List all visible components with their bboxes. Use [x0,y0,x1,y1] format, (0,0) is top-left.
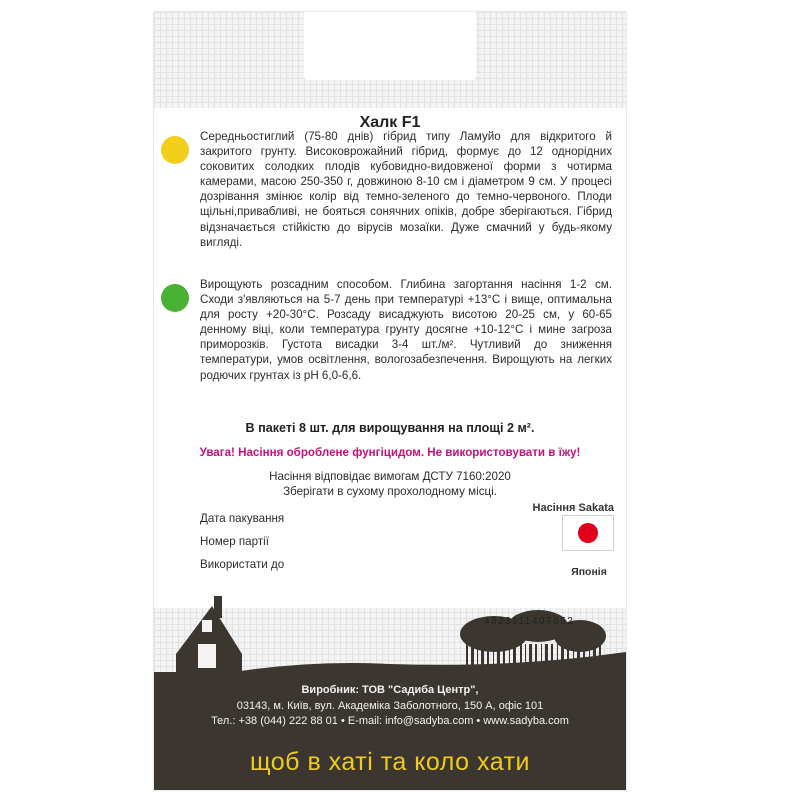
green-dot-icon [161,284,189,312]
barcode-number: 4823111407652 [484,616,575,627]
hang-hole [304,12,476,80]
product-title: Халк F1 [359,114,421,131]
yellow-dot-icon [161,136,189,164]
packet-info: В пакеті 8 шт. для вирощування на площі 2 м². [245,421,535,435]
pack-date-field: Дата пакування [200,512,285,525]
slogan: щоб в хаті та коло хати [249,748,530,776]
seed-packet [154,12,626,790]
producer-name: Виробник: ТОВ "Садиба Центр", [301,684,479,696]
standard-text: Насіння відповідає вимогам ДСТУ 7160:2020 [269,470,511,483]
producer-address: 03143, м. Київ, вул. Академіка Заболотного, 150 А, офіс 101 [236,700,544,712]
description-text: Середньостиглий (75-80 днів) гібрид типу Ламуйо для відкритого й закритого грунту. Високоврожайний гібрид, формує до 12 однорідних соковитих солодких плодів кубовидно-видовженої форми з чотирма камерами, масою 250-350 г, довжиною 8-10 см і діаметром 9 см. У процесі дозрівання змінює колір від темно-зеленого до темно-червоного. Плоди щільні,привабливі, не бояться сонячних опіків, добре зберігаються. Гібрид відзначається стійкістю до вірусів мозаїки. Дуже смачний у будь-якому вигляді. [200,130,612,249]
flag-disc [578,523,598,543]
batch-field: Номер партії [200,535,269,548]
japan-flag-icon [562,515,614,551]
brand-label: Насіння Sakata [532,502,614,514]
storage-text: Зберігати в сухому прохолодному місці. [283,485,497,498]
producer-contacts: Тел.: +38 (044) 222 88 01 • E-mail: info@sadyba.com • www.sadyba.com [211,715,569,727]
use-by-field: Використати до [200,558,285,571]
growing-text: Вирощують розсадним способом. Глибина загортання насіння 1-2 см. Сходи з'являються на 5-7 день при температурі +13°С і вище, оптимальна для росту +20-30°С. Розсаду висаджують висотою 20-25 см, у 60-65 денному віці, коли температура грунту досягне +10-12°С і мине загроза приморозків. Густота висадки 3-4 шт./м². Чутливий до зниження температури, умов освітлення, вологозабезпечення. Вирощують на легких родючих грунтах із pH 6,0-6,6. [200,278,612,382]
country-label: Японія [571,566,607,578]
warning-text: Увага! Насіння оброблене фунгіцидом. Не використовувати в їжу! [199,446,581,459]
